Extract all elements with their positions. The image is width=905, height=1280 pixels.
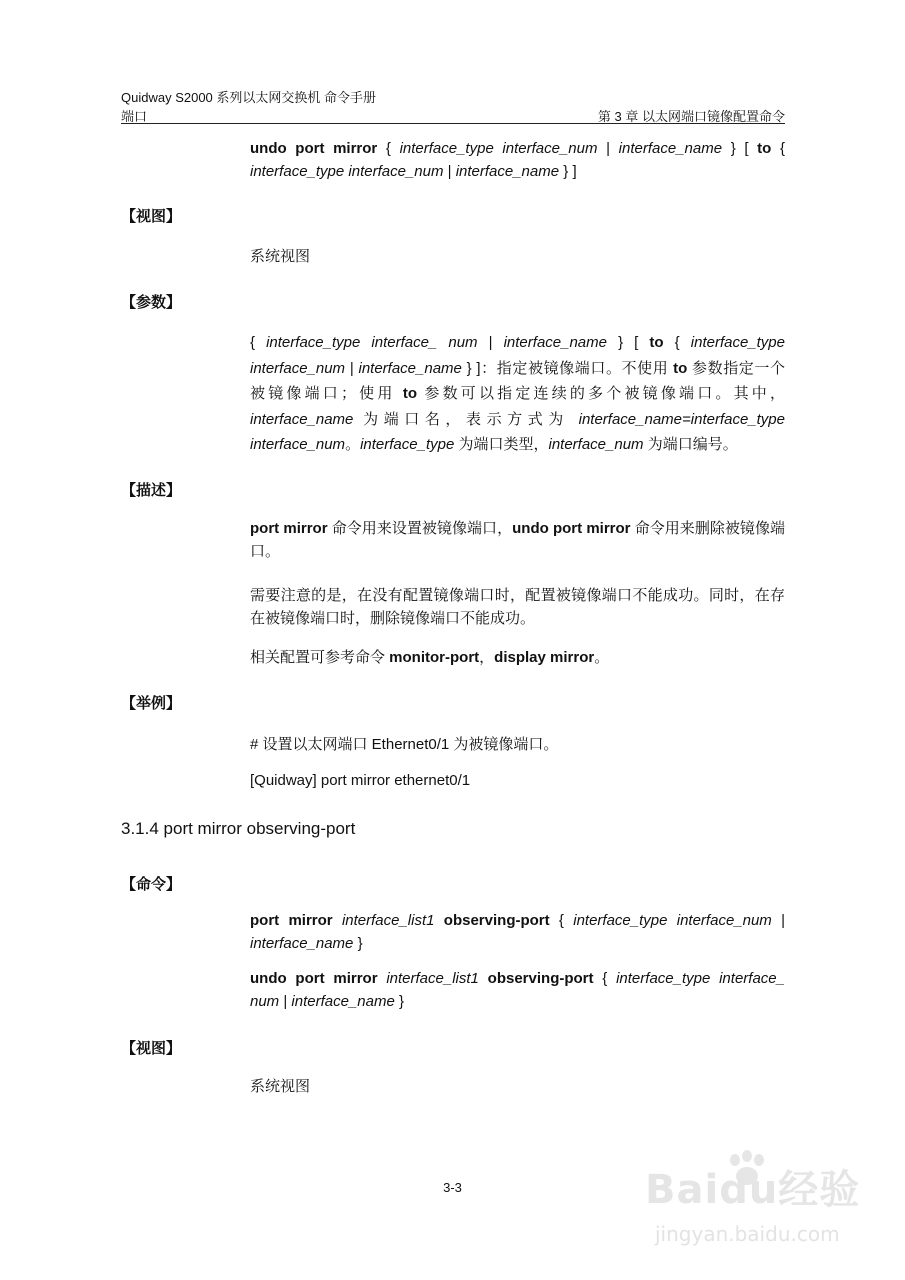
header-title: Quidway S2000 系列以太网交换机 命令手册	[121, 90, 377, 105]
section-example-heading: 【举例】	[121, 695, 182, 712]
header-chapter: 第 3 章 以太网端口镜像配置命令	[597, 109, 785, 124]
params-paragraph: { interface_type interface_ num | interface_name } [ to { interface_type interface_num | interface_name } ]：指定被镜像端口。不使用 to 参数指定一个被镜像端口；使用 to 参数可以指定连续的多个被镜像端口。其中，interface_name 为端口名，表示方式为 interface_name=interface_type interface_num。interface_type 为端口类型，interface_num 为端口编号。	[250, 334, 786, 453]
desc-paragraph-1: port mirror 命令用来设置被镜像端口，undo port mirror 命令用来删除被镜像端口。	[250, 520, 785, 560]
example-comment: # 设置以太网端口 Ethernet0/1 为被镜像端口。	[250, 736, 559, 753]
view-text: 系统视图	[250, 248, 311, 265]
header-rule	[121, 123, 785, 124]
section-view2-heading: 【视图】	[121, 1040, 182, 1057]
header-section: 端口	[121, 109, 148, 124]
example-code: [Quidway] port mirror ethernet0/1	[250, 772, 471, 789]
port-mirror-observing-syntax: port mirror interface_list1 observing-port { interface_type interface_num | interface_name }	[250, 912, 785, 952]
page-number: 3-3	[443, 1180, 462, 1195]
baidu-watermark	[645, 1150, 895, 1270]
section-desc-heading: 【描述】	[121, 482, 182, 499]
desc-paragraph-3: 相关配置可参考命令 monitor-port，display mirror。	[250, 649, 610, 666]
watermark-url: jingyan.baidu.com	[655, 1222, 840, 1246]
section-view-heading: 【视图】	[121, 208, 182, 225]
view2-text: 系统视图	[250, 1078, 311, 1095]
undo-port-mirror-syntax: undo port mirror { interface_type interface_num | interface_name } [ to { interface_type interface_num | interface_name } ]	[250, 140, 785, 180]
desc-paragraph-2: 需要注意的是，在没有配置镜像端口时，配置被镜像端口不能成功。同时，在存在被镜像端口时，删除镜像端口不能成功。	[250, 587, 785, 627]
section-command-heading: 【命令】	[121, 876, 182, 893]
watermark-logo: Baidu经验	[645, 1167, 861, 1213]
section-params-heading: 【参数】	[121, 294, 182, 311]
subsection-title: 3.1.4 port mirror observing-port	[121, 819, 356, 838]
undo-port-mirror-observing-syntax: undo port mirror interface_list1 observing-port { interface_type interface_ num | interface_name }	[250, 970, 785, 1010]
